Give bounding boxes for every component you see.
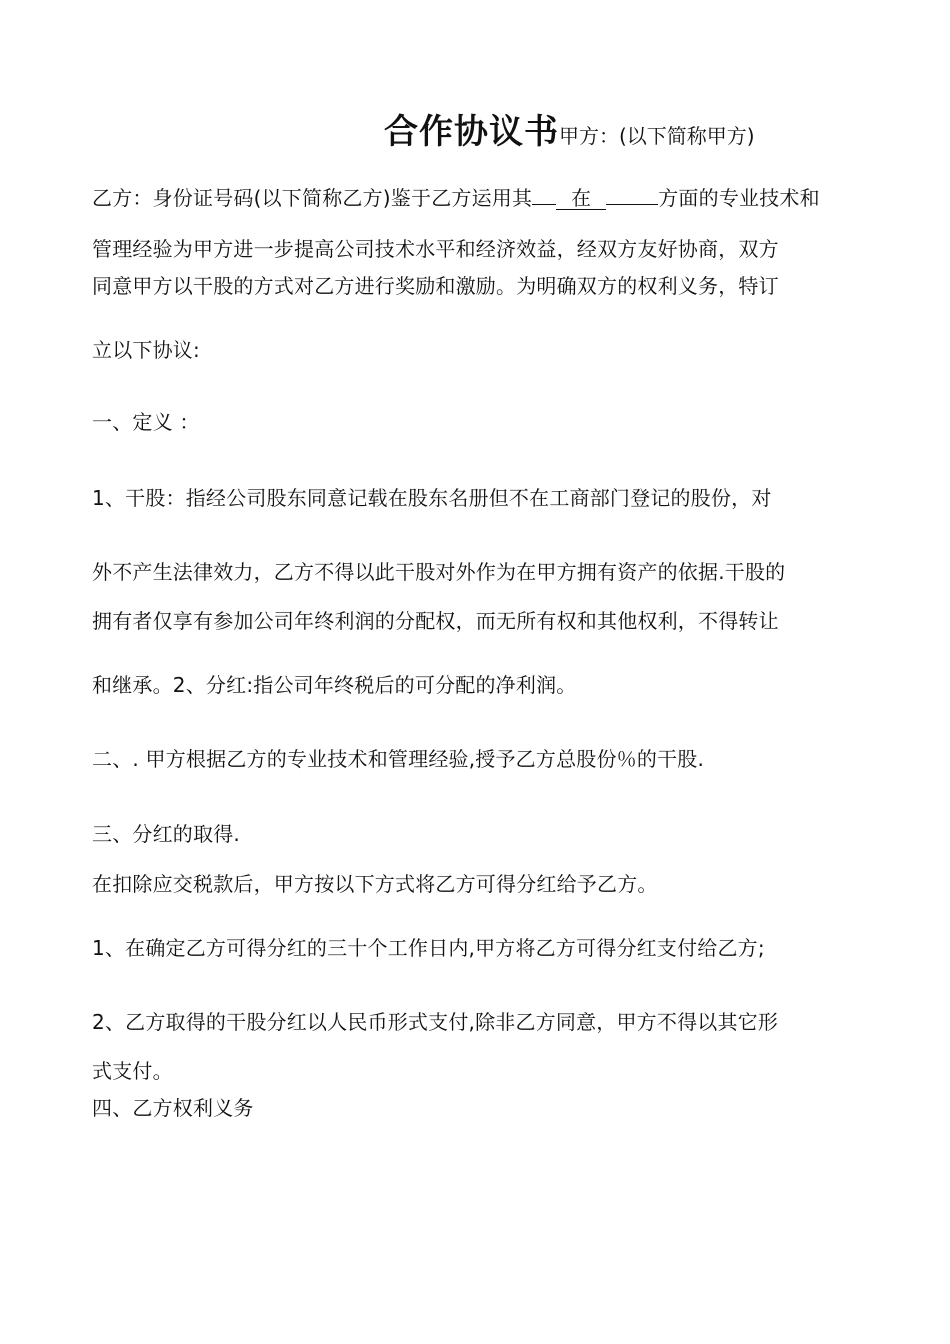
section-2-text: 二、. 甲方根据乙方的专业技术和管理经验,授予乙方总股份％的干股. xyxy=(92,747,705,771)
intro-line-1 xyxy=(92,184,820,212)
intro-line-1-before: 乙方：身份证号码(以下简称乙方)鉴于乙方运用其 xyxy=(92,186,533,210)
section-3-intro: 在扣除应交税款后，甲方按以下方式将乙方可得分红给予乙方。 xyxy=(92,872,658,896)
section-3-heading: 三、分红的取得. xyxy=(92,822,240,846)
intro-line-4: 立以下协议: xyxy=(92,338,200,362)
section-3-item-2-line-1: 2、乙方取得的干股分红以人民币形式支付,除非乙方同意，甲方不得以其它形 xyxy=(92,1010,779,1034)
blank-field-word: 在 xyxy=(556,187,606,210)
section-3-item-1: 1、在确定乙方可得分红的三十个工作日内,甲方将乙方可得分红支付给乙方; xyxy=(92,936,765,960)
blank-field-2 xyxy=(606,204,658,205)
document-title: 合作协议书 xyxy=(384,112,559,152)
title-row xyxy=(384,104,755,153)
section-4-heading: 四、乙方权利义务 xyxy=(92,1096,254,1120)
section-3-item-2-line-2: 式支付。 xyxy=(92,1059,173,1083)
section-1-item-1-line-2: 外不产生法律效力，乙方不得以此干股对外作为在甲方拥有资产的依据.干股的 xyxy=(92,560,786,584)
section-1-item-1-line-4: 和继承。2、分红:指公司年终税后的可分配的净利润。 xyxy=(92,673,577,697)
intro-line-2: 管理经验为甲方进一步提高公司技术水平和经济效益，经双方友好协商，双方 xyxy=(92,237,779,261)
section-1-item-1-line-3: 拥有者仅享有参加公司年终利润的分配权，而无所有权和其他权利，不得转让 xyxy=(92,609,779,633)
intro-line-1-after: 方面的专业技术和 xyxy=(658,186,820,210)
section-1-heading: 一、定义 ： xyxy=(92,410,200,434)
blank-field-1 xyxy=(532,204,556,205)
section-1-item-1-line-1: 1、干股：指经公司股东同意记载在股东名册但不在工商部门登记的股份，对 xyxy=(92,486,772,510)
party-a-label: 甲方：(以下简称甲方) xyxy=(559,124,755,148)
intro-line-3: 同意甲方以干股的方式对乙方进行奖励和激励。为明确双方的权利义务，特订 xyxy=(92,274,779,298)
